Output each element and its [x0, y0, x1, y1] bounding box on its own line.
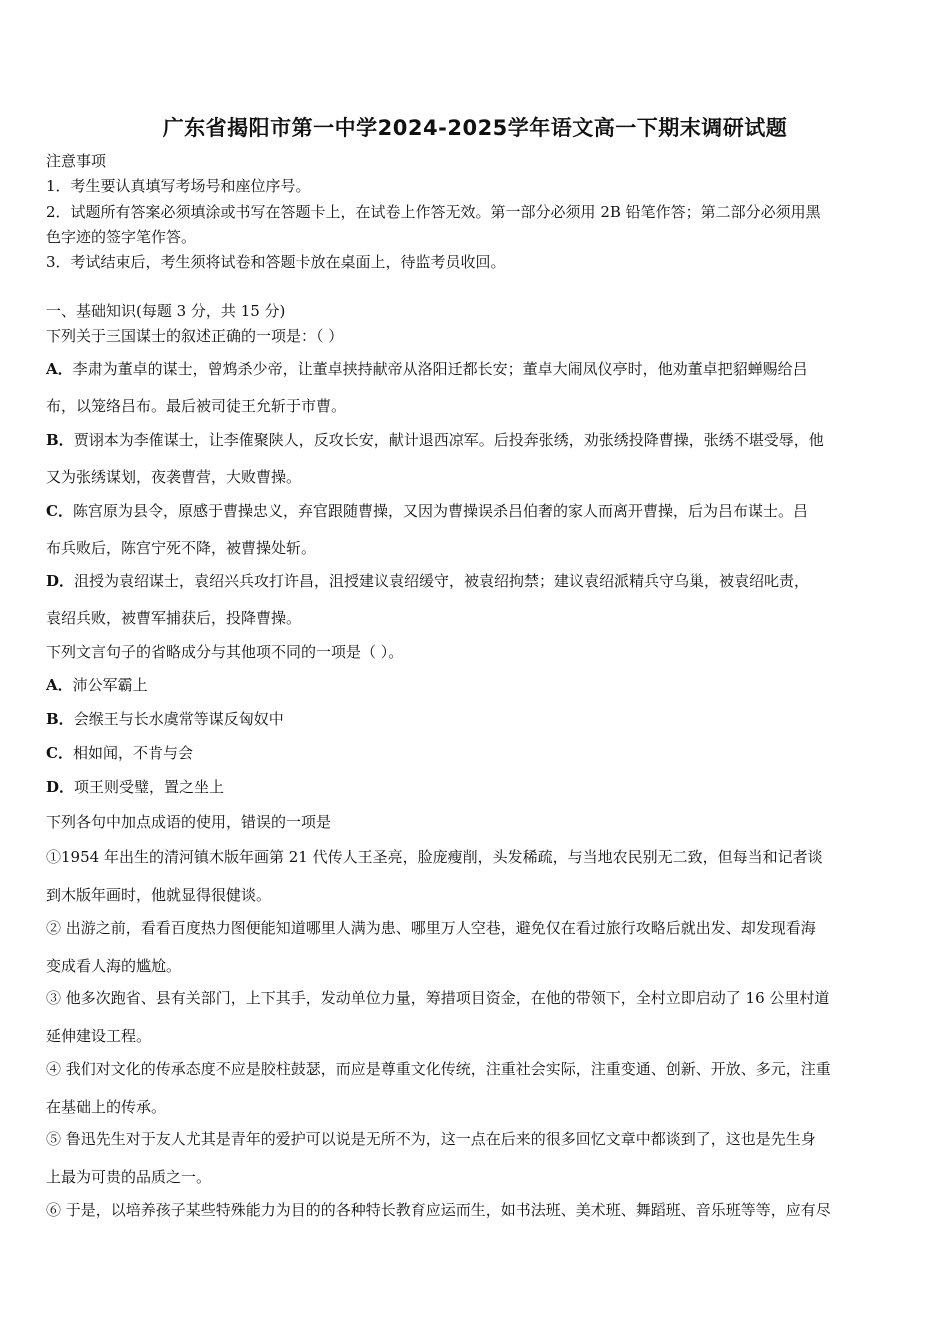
- question-stem: 下列各句中加点成语的使用，错误的一项是: [46, 813, 332, 831]
- option-d: [46, 776, 908, 798]
- option-c: [46, 742, 908, 764]
- notice-line: 色字迹的签字笔作答。: [46, 228, 197, 246]
- option-label: B．: [46, 710, 74, 728]
- option-label: C．: [46, 502, 73, 520]
- sentence-continuation: 延伸建设工程。: [46, 1027, 152, 1045]
- option-continuation: 布，以笼络吕布。最后被司徒王允斩于市曹。: [46, 397, 347, 415]
- option-a: [46, 358, 908, 380]
- notice-line: 1．考生要认真填写考场号和座位序号。: [46, 177, 311, 195]
- question-stem: 下列关于三国谋士的叙述正确的一项是：（ ）: [46, 327, 344, 345]
- option-label: A．: [46, 676, 73, 694]
- sentence-item: ⑤ 鲁迅先生对于友人尤其是青年的爱护可以说是无所不为，这一点在后来的很多回忆文章中都谈到了，这也是先生身: [46, 1130, 816, 1148]
- option-label: D．: [46, 778, 75, 796]
- notice-line: 3．考试结束后，考生须将试卷和答题卡放在桌面上，待监考员收回。: [46, 253, 506, 271]
- option-text: 沛公军霸上: [72, 676, 148, 694]
- option-b: [46, 708, 908, 730]
- option-continuation: 布兵败后，陈宫宁死不降，被曹操处斩。: [46, 539, 317, 557]
- sentence-item: ② 出游之前，看看百度热力图便能知道哪里人满为患、哪里万人空巷，避免仅在看过旅行攻略后就出发、却发现看海: [46, 919, 816, 937]
- option-b: [46, 429, 908, 451]
- option-text: 会缑王与长水虞常等谋反匈奴中: [73, 710, 284, 728]
- option-label: B．: [46, 431, 74, 449]
- option-a: [46, 674, 908, 696]
- sentence-item: ⑥ 于是，以培养孩子某些特殊能力为目的的各种特长教育应运而生，如书法班、美术班、舞蹈班、音乐班等等，应有尽: [46, 1201, 831, 1219]
- option-label: C．: [46, 744, 73, 762]
- option-text: 沮授为袁绍谋士，袁绍兴兵攻打许昌，沮授建议袁绍缓守，被袁绍拘禁；建议袁绍派精兵守乌巢，被袁绍叱责，: [74, 572, 810, 590]
- option-text: 相如闻，不肯与会: [72, 744, 193, 762]
- notice-heading: 注意事项: [46, 152, 107, 170]
- option-d: [46, 570, 908, 592]
- option-text: 李肃为董卓的谋士，曾鸩杀少帝，让董卓挟持献帝从洛阳迁都长安；董卓大闹凤仪亭时，他劝董卓把貂蝉赐给吕: [72, 360, 808, 378]
- option-text: 陈宫原为县令，原感于曹操忠义，弃官跟随曹操，又因为曹操误杀吕伯奢的家人而离开曹操，后为吕布谋士。吕: [72, 502, 808, 520]
- option-text: 项王则受璧，置之坐上: [74, 778, 225, 796]
- page-title: 广东省揭阳市第一中学2024-2025学年语文高一下期末调研试题: [162, 116, 788, 140]
- sentence-continuation: 上最为可贵的品质之一。: [46, 1168, 212, 1186]
- option-continuation: 又为张绣谋划，夜袭曹营，大败曹操。: [46, 468, 302, 486]
- sentence-continuation: 到木版年画时，他就显得很健谈。: [46, 886, 272, 904]
- option-label: D．: [46, 572, 75, 590]
- option-text: 贾诩本为李傕谋士，让李傕聚陕人，反攻长安，献计退西凉军。后投奔张绣，劝张绣投降曹操，张绣不堪受辱，他: [73, 431, 824, 449]
- sentence-item: ①1954 年出生的清河镇木版年画第 21 代传人王圣亮，脸庞瘦削，头发稀疏，与当地农民别无二致，但每当和记者谈: [46, 848, 823, 866]
- option-continuation: 袁绍兵败，被曹军捕获后，投降曹操。: [46, 609, 302, 627]
- section-heading: 一、基础知识(每题 3 分，共 15 分): [46, 302, 286, 320]
- sentence-item: ④ 我们对文化的传承态度不应是胶柱鼓瑟，而应是尊重文化传统，注重社会实际，注重变通、创新、开放、多元，注重: [46, 1060, 831, 1078]
- question-stem: 下列文言句子的省略成分与其他项不同的一项是（ ）。: [46, 643, 404, 661]
- sentence-continuation: 在基础上的传承。: [46, 1098, 167, 1116]
- option-label: A．: [46, 360, 73, 378]
- notice-line: 2．试题所有答案必须填涂或书写在答题卡上，在试卷上作答无效。第一部分必须用 2B 铅笔作答；第二部分必须用黑: [46, 203, 821, 221]
- sentence-item: ③ 他多次跑省、县有关部门，上下其手，发动单位力量，筹措项目资金，在他的带领下，全村立即启动了 16 公里村道: [46, 989, 830, 1007]
- sentence-continuation: 变成看人海的尴尬。: [46, 957, 182, 975]
- option-c: [46, 500, 908, 522]
